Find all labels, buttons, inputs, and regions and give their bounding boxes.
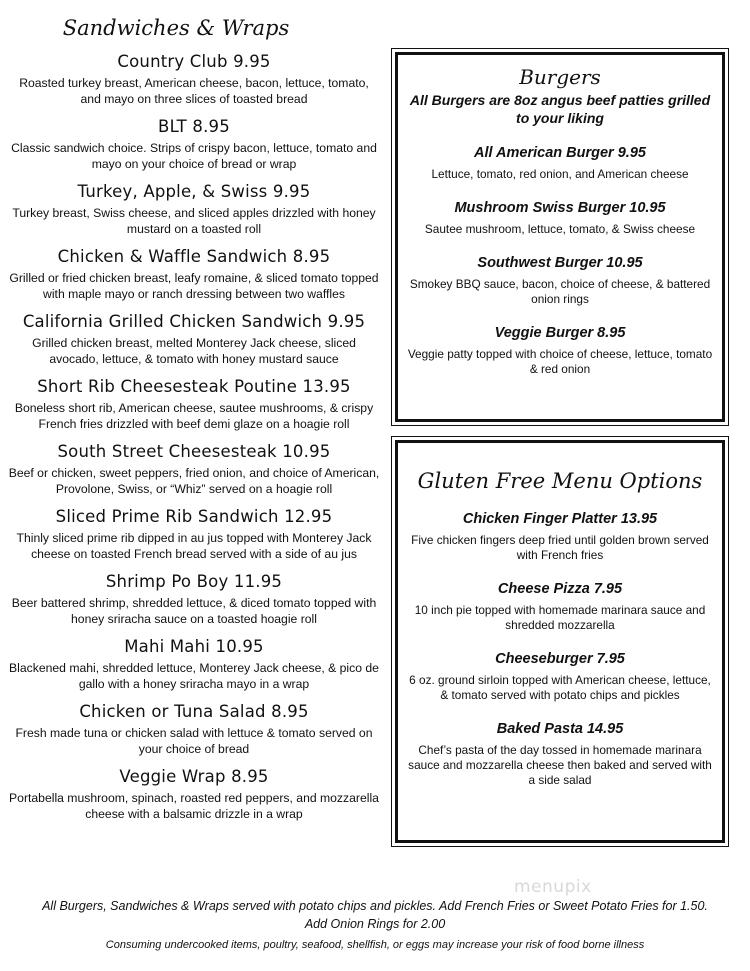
item-name: Chicken or Tuna Salad 8.95 [79,702,309,721]
item-name: Veggie Burger 8.95 [494,325,626,341]
item-description: Beer battered shrimp, shredded lettuce, & diced tomato topped with honey sriracha sauce on a toasted hoagie roll [11,596,377,626]
menu-item [8,572,380,627]
menu-item [398,721,722,788]
menu-item [8,637,380,692]
item-description: Classic sandwich choice. Strips of crispy bacon, lettuce, tomato and mayo on your choice of bread or wrap [11,141,377,171]
footer-health-warning: Consuming undercooked items, poultry, seafood, shellfish, or eggs may increase your risk of food borne illness [105,939,645,951]
item-name: Chicken & Waffle Sandwich 8.95 [57,247,331,266]
menu-item [8,182,380,237]
menu-item [8,442,380,497]
item-name: Veggie Wrap 8.95 [119,767,269,786]
gluten-free-list [398,511,722,788]
menu-item [398,651,722,703]
menu-item [8,312,380,367]
item-name: Chicken Finger Platter 13.95 [462,511,658,527]
section-title: Sandwiches & Wraps [62,16,290,40]
item-description: Five chicken fingers deep fried until golden brown served with French fries [411,533,709,562]
menu-item [398,200,722,237]
burgers-title: Burgers [519,65,601,89]
item-name: Mushroom Swiss Burger 10.95 [454,200,666,216]
item-description: Blackened mahi, shredded lettuce, Monterey Jack cheese, & pico de gallo with a honey sriracha mayo in a wrap [9,661,379,691]
burgers-box [395,52,725,422]
menu-item [398,325,722,377]
item-name: BLT 8.95 [158,117,230,136]
footer-onion-rings-note: Add Onion Rings for 2.00 [304,917,446,931]
burgers-subtitle: All Burgers are 8oz angus beef patties grilled to your liking [409,92,711,126]
item-name: Cheese Pizza 7.95 [497,581,623,597]
item-name: Sliced Prime Rib Sandwich 12.95 [55,507,333,526]
menu-item [8,702,380,757]
item-description: Veggie patty topped with choice of cheese, lettuce, tomato & red onion [407,347,713,376]
item-name: Baked Pasta 14.95 [496,721,624,737]
item-description: Grilled chicken breast, melted Monterey Jack cheese, sliced avocado, lettuce, & tomato with honey mustard sauce [32,336,356,366]
item-name: Cheeseburger 7.95 [495,651,625,667]
gluten-free-box [395,440,725,843]
item-description: Lettuce, tomato, red onion, and American cheese [431,167,689,181]
watermark-logo: menupix [514,877,592,897]
item-name: South Street Cheesesteak 10.95 [57,442,331,461]
item-name: All American Burger 9.95 [474,145,646,161]
burger-list [398,145,722,377]
item-description: Roasted turkey breast, American cheese, bacon, lettuce, tomato, and mayo on three slices of toasted bread [19,76,369,106]
item-description: Portabella mushroom, spinach, roasted red peppers, and mozzarella cheese with a balsamic drizzle in a wrap [9,791,379,821]
item-description: 10 inch pie topped with homemade marinara sauce and shredded mozzarella [414,603,706,632]
item-description: Grilled or fried chicken breast, leafy romaine, & sliced tomato topped with maple mayo or ranch dressing between two waffles [9,271,379,301]
item-description: Chef’s pasta of the day tossed in homemade marinara sauce and mozzarella cheese then baked and served with a side salad [408,743,712,787]
menu-item [398,581,722,633]
menu-item [8,507,380,562]
menu-item [398,255,722,307]
menu-item [398,511,722,563]
item-name: Mahi Mahi 10.95 [124,637,264,656]
menu-item [8,247,380,302]
item-name: Southwest Burger 10.95 [477,255,643,271]
footer-sides-note: All Burgers, Sandwiches & Wraps served with potato chips and pickles. Add French Fries or Sweet Potato Fries for 1.50. [42,899,708,913]
menu-item [8,117,380,172]
menu-item [8,377,380,432]
menu-item [398,145,722,182]
item-description: Beef or chicken, sweet peppers, fried onion, and choice of American, Provolone, Swiss, or “Whiz” served on a hoagie roll [8,466,380,496]
item-name: California Grilled Chicken Sandwich 9.95 [22,312,366,331]
menu-item [8,767,380,822]
menu-item [8,52,380,107]
item-description: Turkey breast, Swiss cheese, and sliced apples drizzled with honey mustard on a toasted roll [12,206,376,236]
item-description: Boneless short rib, American cheese, sautee mushrooms, & crispy French fries drizzled with beef demi glaze on a hoagie roll [14,401,374,431]
item-name: Short Rib Cheesesteak Poutine 13.95 [37,377,351,396]
item-name: Shrimp Po Boy 11.95 [105,572,283,591]
item-description: Thinly sliced prime rib dipped in au jus topped with Monterey Jack cheese on toasted French bread served with a side of au jus [16,531,372,561]
item-description: 6 oz. ground sirloin topped with American cheese, lettuce, & tomato served with potato chips and pickles [409,673,711,702]
item-description: Sautee mushroom, lettuce, tomato, & Swiss cheese [424,222,696,236]
footer [0,897,750,953]
item-name: Country Club 9.95 [117,52,271,71]
item-description: Fresh made tuna or chicken salad with lettuce & tomato served on your choice of bread [15,726,373,756]
item-description: Smokey BBQ sauce, bacon, choice of cheese, & battered onion rings [409,277,711,306]
sandwich-list [8,52,380,822]
sandwiches-section [8,14,380,832]
item-name: Turkey, Apple, & Swiss 9.95 [77,182,311,201]
gluten-free-title: Gluten Free Menu Options [417,469,703,493]
